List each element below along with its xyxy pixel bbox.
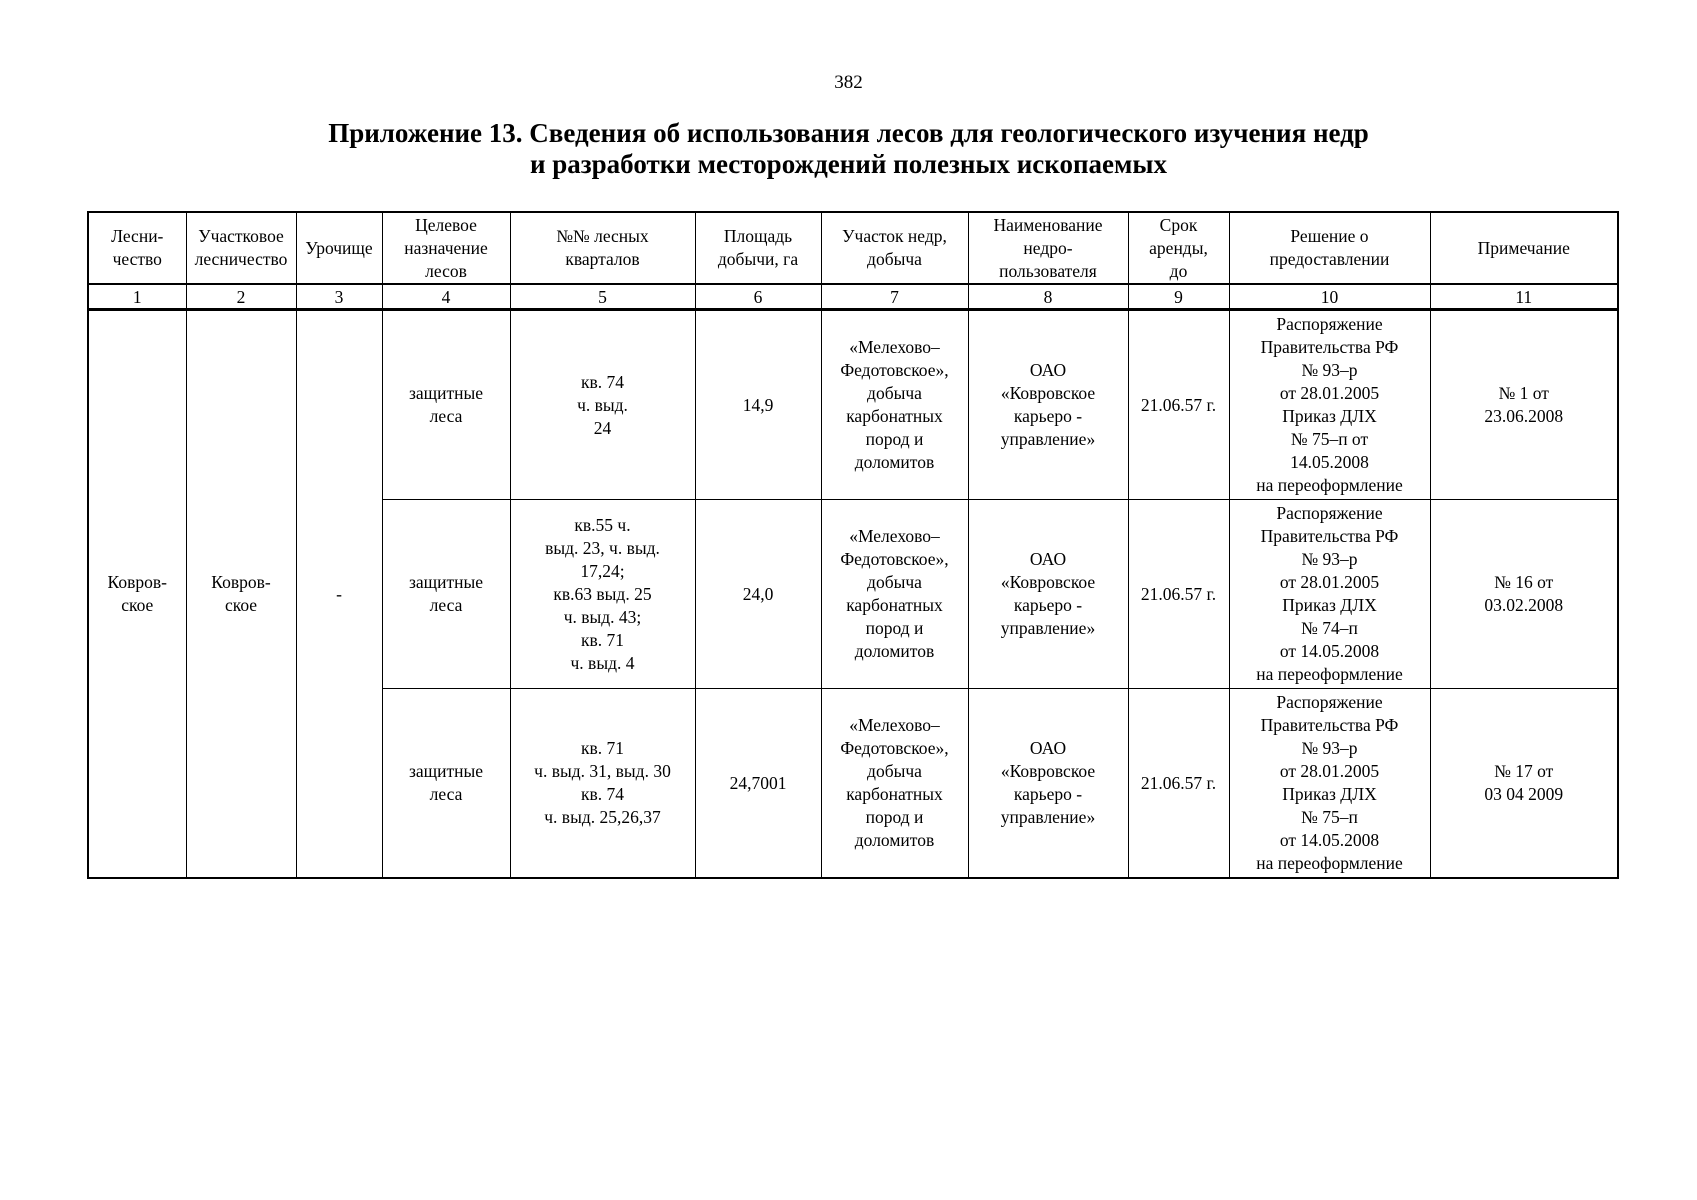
cell-purpose-line: леса — [429, 595, 463, 615]
cell-decision-line: Правительства РФ — [1260, 526, 1399, 546]
cell-quarters-line: кв. 71 — [580, 738, 624, 758]
cell-purpose — [382, 500, 510, 689]
cell-decision-line: от 28.01.2005 — [1279, 572, 1380, 592]
cell-decision-line: от 28.01.2005 — [1279, 383, 1380, 403]
cell-decision — [1229, 689, 1430, 879]
cell-user-line: «Ковровское — [1000, 761, 1096, 781]
cell-uchastkovoe — [186, 310, 296, 879]
cell-urochishche: - — [296, 310, 382, 879]
header-user — [968, 212, 1128, 284]
cell-decision-line: Правительства РФ — [1260, 337, 1399, 357]
header-urochishche-line: Урочище — [305, 237, 373, 258]
cell-user — [968, 310, 1128, 500]
cell-site-line: карбонатных — [846, 784, 943, 804]
cell-decision-line: № 75–п от — [1290, 429, 1369, 449]
cell-term: 21.06.57 г. — [1128, 310, 1229, 500]
cell-site-line: Федотовское», — [840, 360, 949, 380]
cell-lesnichestvo-line: ское — [121, 595, 154, 615]
cell-quarters-line: кв. 71 — [580, 629, 624, 650]
cell-site — [821, 689, 968, 879]
cell-decision-line: Правительства РФ — [1260, 715, 1399, 735]
cell-decision-line: от 14.05.2008 — [1279, 641, 1380, 661]
cell-decision-line: Распоряжение — [1276, 314, 1383, 334]
cell-site-line: пород и — [865, 429, 924, 449]
column-number: 11 — [1430, 284, 1618, 310]
column-number: 9 — [1128, 284, 1229, 310]
cell-site-line: «Мелехово– — [849, 715, 940, 735]
cell-decision-line: на переоформление — [1256, 853, 1403, 873]
cell-user-line: карьеро - — [1013, 406, 1083, 426]
table-body — [88, 310, 1618, 879]
cell-quarters-line: ч. выд. 4 — [570, 652, 635, 673]
cell-lesnichestvo — [88, 310, 186, 879]
header-uchastkovoe-line: Участковое — [198, 226, 284, 246]
cell-decision-line: на переоформление — [1256, 475, 1403, 495]
cell-site — [821, 500, 968, 689]
cell-purpose-line: защитные — [408, 761, 484, 781]
cell-site-line: добыча — [867, 383, 922, 403]
header-area-line: добычи, га — [717, 249, 799, 269]
header-urochishche — [296, 212, 382, 284]
header-purpose-line: лесов — [425, 260, 467, 281]
cell-purpose-line: леса — [429, 406, 463, 426]
column-number: 6 — [695, 284, 821, 310]
header-row — [88, 212, 1618, 284]
cell-user-line: «Ковровское — [1000, 383, 1096, 403]
header-decision — [1229, 212, 1430, 284]
cell-decision-line: № 75–п — [1301, 807, 1358, 827]
cell-area: 14,9 — [695, 310, 821, 500]
cell-lesnichestvo-line: Ковров- — [107, 572, 167, 592]
column-number: 2 — [186, 284, 296, 310]
cell-user-line: управление» — [1000, 429, 1096, 449]
cell-purpose — [382, 310, 510, 500]
cell-area: 24,7001 — [695, 689, 821, 879]
cell-note-line: 03.02.2008 — [1484, 595, 1564, 615]
cell-note — [1430, 500, 1618, 689]
page-number: 382 — [834, 72, 863, 93]
header-user-line: недро- — [1023, 237, 1073, 258]
cell-quarters-line: кв. 74 — [580, 784, 624, 804]
column-number: 5 — [510, 284, 695, 310]
column-number: 4 — [382, 284, 510, 310]
header-area — [695, 212, 821, 284]
column-number: 10 — [1229, 284, 1430, 310]
column-number: 8 — [968, 284, 1128, 310]
cell-note — [1430, 689, 1618, 879]
cell-site-line: доломитов — [854, 452, 935, 472]
title-line-2: и разработки месторождений полезных ископаемых — [529, 149, 1167, 179]
cell-site-line: пород и — [865, 618, 924, 638]
cell-decision-line: Приказ ДЛХ — [1282, 595, 1377, 615]
cell-quarters-line: кв. 74 — [580, 371, 624, 392]
cell-site-line: «Мелехово– — [849, 337, 940, 357]
cell-user-line: карьеро - — [1013, 595, 1083, 615]
column-number: 7 — [821, 284, 968, 310]
header-decision-line: предоставлении — [1269, 249, 1390, 269]
cell-user — [968, 500, 1128, 689]
cell-decision — [1229, 310, 1430, 500]
header-site-line: добыча — [867, 249, 922, 269]
cell-decision-line: Распоряжение — [1276, 503, 1383, 523]
cell-note-line: № 1 от — [1498, 383, 1549, 403]
cell-note — [1430, 310, 1618, 500]
cell-site-line: карбонатных — [846, 595, 943, 615]
cell-decision-line: № 93–р — [1301, 738, 1358, 758]
cell-decision-line: Приказ ДЛХ — [1282, 406, 1377, 426]
cell-decision-line: от 14.05.2008 — [1279, 830, 1380, 850]
header-area-line: Площадь — [723, 226, 793, 246]
header-quarters-line: кварталов — [565, 249, 640, 269]
cell-site-line: Федотовское», — [840, 549, 949, 569]
cell-decision-line: № 93–р — [1301, 360, 1358, 380]
header-note — [1430, 212, 1618, 284]
cell-term: 21.06.57 г. — [1128, 500, 1229, 689]
header-user-line: пользователя — [999, 260, 1097, 281]
cell-quarters-line: кв.63 выд. 25 — [553, 583, 652, 604]
cell-site-line: пород и — [865, 807, 924, 827]
column-number: 3 — [296, 284, 382, 310]
cell-quarters-line: 17,24; — [580, 560, 625, 581]
cell-purpose — [382, 689, 510, 879]
cell-decision-line: на переоформление — [1256, 664, 1403, 684]
cell-quarters — [510, 500, 695, 689]
cell-site-line: «Мелехово– — [849, 526, 940, 546]
cell-quarters-line: ч. выд. 25,26,37 — [544, 807, 661, 827]
header-lesnichestvo-line: Лесни- — [111, 226, 164, 246]
cell-decision — [1229, 500, 1430, 689]
header-term-line: аренды, — [1149, 237, 1208, 258]
header-site-line: Участок недр, — [842, 226, 947, 246]
cell-quarters — [510, 310, 695, 500]
forest-use-table — [87, 211, 1619, 879]
header-term — [1128, 212, 1229, 284]
page-title — [0, 118, 1697, 180]
header-uchastkovoe-line: лесничество — [194, 249, 288, 269]
cell-note-line: 23.06.2008 — [1484, 406, 1564, 426]
cell-decision-line: № 93–р — [1301, 549, 1358, 569]
cell-decision-line: Приказ ДЛХ — [1282, 784, 1377, 804]
cell-site-line: добыча — [867, 761, 922, 781]
cell-quarters-line: ч. выд. 43; — [563, 606, 642, 627]
cell-site-line: карбонатных — [846, 406, 943, 426]
cell-user — [968, 689, 1128, 879]
cell-note-line: № 17 от — [1494, 761, 1554, 781]
header-site — [821, 212, 968, 284]
header-quarters-line: №№ лесных — [556, 226, 649, 246]
cell-user-line: управление» — [1000, 618, 1096, 638]
cell-note-line: 03 04 2009 — [1484, 784, 1564, 804]
cell-user-line: «Ковровское — [1000, 572, 1096, 592]
cell-site-line: Федотовское», — [840, 738, 949, 758]
cell-quarters — [510, 689, 695, 879]
cell-note-line: № 16 от — [1494, 572, 1554, 592]
cell-quarters-line: ч. выд. 31, выд. 30 — [534, 761, 671, 781]
cell-area: 24,0 — [695, 500, 821, 689]
cell-decision-line: Распоряжение — [1276, 692, 1383, 712]
header-term-line: Срок — [1159, 214, 1198, 235]
header-uchastkovoe — [186, 212, 296, 284]
header-lesnichestvo-line: чество — [112, 249, 162, 269]
cell-quarters-line: 24 — [593, 417, 612, 438]
cell-quarters-line: ч. выд. — [577, 394, 628, 415]
cell-user-line: управление» — [1000, 807, 1096, 827]
cell-quarters-line: кв.55 ч. — [574, 514, 631, 535]
column-number-row — [88, 284, 1618, 310]
cell-user-line: ОАО — [1029, 738, 1067, 758]
header-purpose-line: Целевое — [415, 214, 477, 235]
header-lesnichestvo — [88, 212, 186, 284]
title-line-1: Приложение 13. Сведения об использования лесов для геологического изучения недр — [328, 118, 1369, 148]
cell-decision-line: 14.05.2008 — [1290, 452, 1369, 472]
cell-uchastkovoe-line: ское — [224, 595, 258, 615]
cell-purpose-line: леса — [429, 784, 463, 804]
cell-user-line: ОАО — [1029, 360, 1067, 380]
header-quarters — [510, 212, 695, 284]
cell-user-line: ОАО — [1029, 549, 1067, 569]
table-row — [88, 310, 1618, 500]
column-number: 1 — [88, 284, 186, 310]
cell-decision-line: от 28.01.2005 — [1279, 761, 1380, 781]
cell-term: 21.06.57 г. — [1128, 689, 1229, 879]
cell-quarters-line: выд. 23, ч. выд. — [545, 537, 660, 558]
cell-site — [821, 310, 968, 500]
header-purpose — [382, 212, 510, 284]
header-decision-line: Решение о — [1290, 226, 1369, 246]
cell-decision-line: № 74–п — [1301, 618, 1358, 638]
header-purpose-line: назначение — [404, 237, 488, 258]
cell-site-line: доломитов — [854, 830, 935, 850]
cell-site-line: доломитов — [854, 641, 935, 661]
cell-site-line: добыча — [867, 572, 922, 592]
cell-purpose-line: защитные — [408, 572, 484, 592]
cell-purpose-line: защитные — [408, 383, 484, 403]
header-user-line: Наименование — [993, 214, 1103, 235]
cell-user-line: карьеро - — [1013, 784, 1083, 804]
header-note-line: Примечание — [1477, 237, 1570, 258]
cell-uchastkovoe-line: Ковров- — [211, 572, 271, 592]
header-term-line: до — [1169, 260, 1188, 281]
